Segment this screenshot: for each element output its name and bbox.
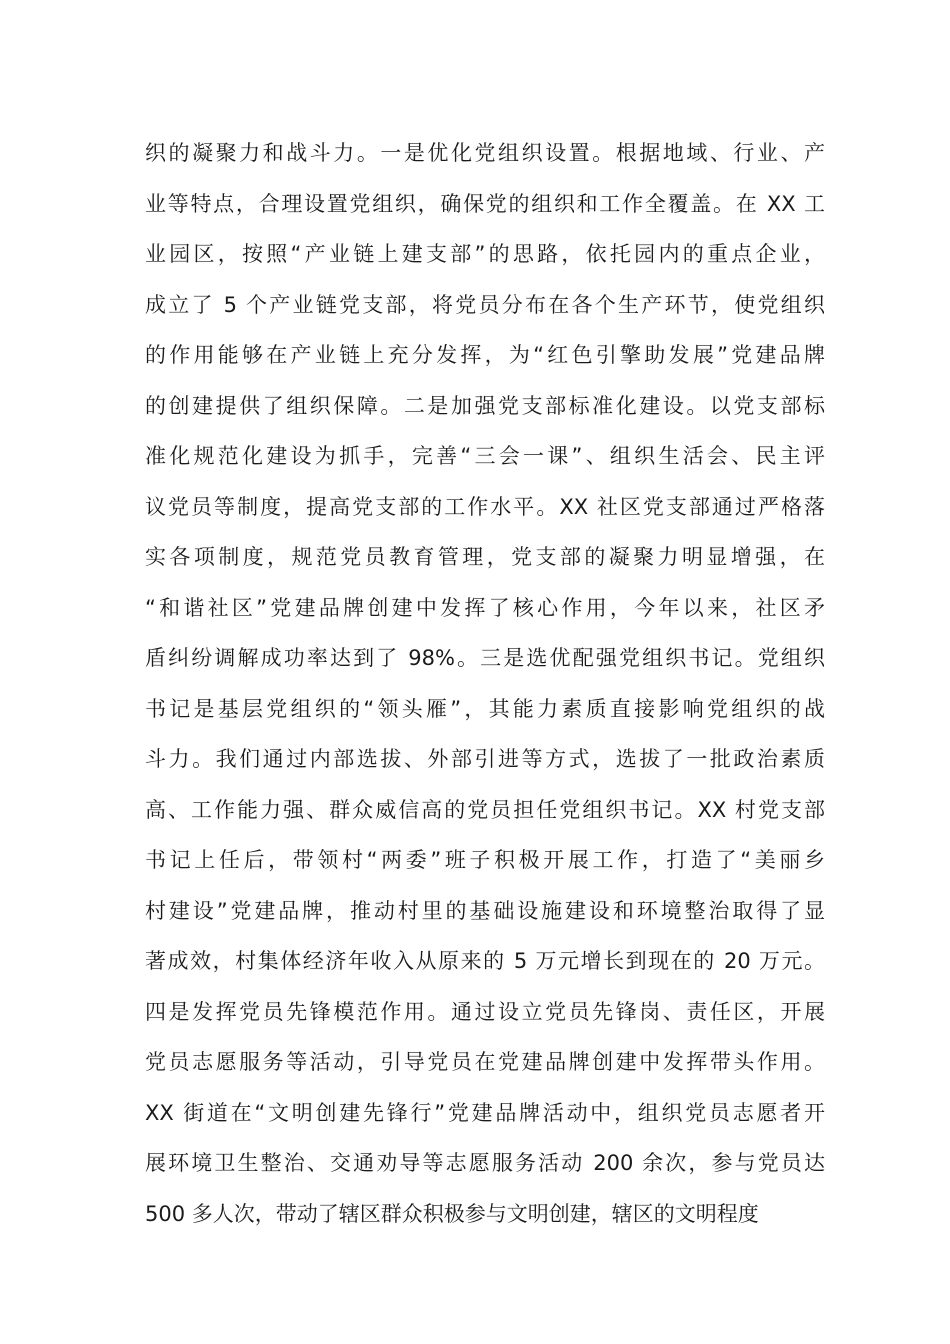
text-line: 四是发挥党员先锋模范作用。通过设立党员先锋岗、责任区，开展 bbox=[145, 999, 825, 1024]
text-line: 业园区，按照“产业链上建支部”的思路，依托园内的重点企业， bbox=[145, 242, 825, 266]
text-line: 的创建提供了组织保障。二是加强党支部标准化建设。以党支部标 bbox=[145, 393, 825, 418]
text-line: 业等特点，合理设置党组织，确保党的组织和工作全覆盖。在 XX 工 bbox=[145, 191, 825, 216]
text-line: 实各项制度，规范党员教育管理，党支部的凝聚力明显增强，在 bbox=[145, 545, 825, 569]
text-line: 书记上任后，带领村“两委”班子积极开展工作，打造了“美丽乡 bbox=[145, 848, 825, 872]
text-line: 准化规范化建设为抓手，完善“三会一课”、组织生活会、民主评 bbox=[145, 444, 825, 468]
text-line: 斗力。我们通过内部选拔、外部引进等方式，选拔了一批政治素质 bbox=[145, 747, 825, 771]
text-line: 书记是基层党组织的“领头雁”，其能力素质直接影响党组织的战 bbox=[145, 696, 825, 721]
text-line: “和谐社区”党建品牌创建中发挥了核心作用，今年以来，社区矛 bbox=[145, 595, 825, 620]
text-line: 织的凝聚力和战斗力。一是优化党组织设置。根据地域、行业、产 bbox=[145, 141, 825, 165]
text-line: XX 街道在“文明创建先锋行”党建品牌活动中，组织党员志愿者开 bbox=[145, 1100, 825, 1125]
text-line: 盾纠纷调解成功率达到了 98%。三是选优配强党组织书记。党组织 bbox=[145, 646, 825, 670]
text-line: 村建设”党建品牌，推动村里的基础设施建设和环境整治取得了显 bbox=[145, 898, 825, 923]
text-line: 成立了 5 个产业链党支部，将党员分布在各个生产环节，使党组织 bbox=[145, 292, 825, 317]
text-line: 的作用能够在产业链上充分发挥，为“红色引擎助发展”党建品牌 bbox=[145, 343, 825, 367]
text-line: 议党员等制度，提高党支部的工作水平。XX 社区党支部通过严格落 bbox=[145, 494, 825, 519]
text-line: 展环境卫生整治、交通劝导等志愿服务活动 200 余次，参与党员达 bbox=[145, 1151, 825, 1175]
text-line: 著成效，村集体经济年收入从原来的 5 万元增长到现在的 20 万元。 bbox=[145, 949, 825, 973]
text-line: 500 多人次，带动了辖区群众积极参与文明创建，辖区的文明程度 bbox=[145, 1201, 759, 1226]
text-line: 高、工作能力强、群众威信高的党员担任党组织书记。XX 村党支部 bbox=[145, 797, 825, 822]
text-line: 党员志愿服务等活动，引导党员在党建品牌创建中发挥带头作用。 bbox=[145, 1050, 825, 1074]
body-text bbox=[145, 128, 825, 1239]
